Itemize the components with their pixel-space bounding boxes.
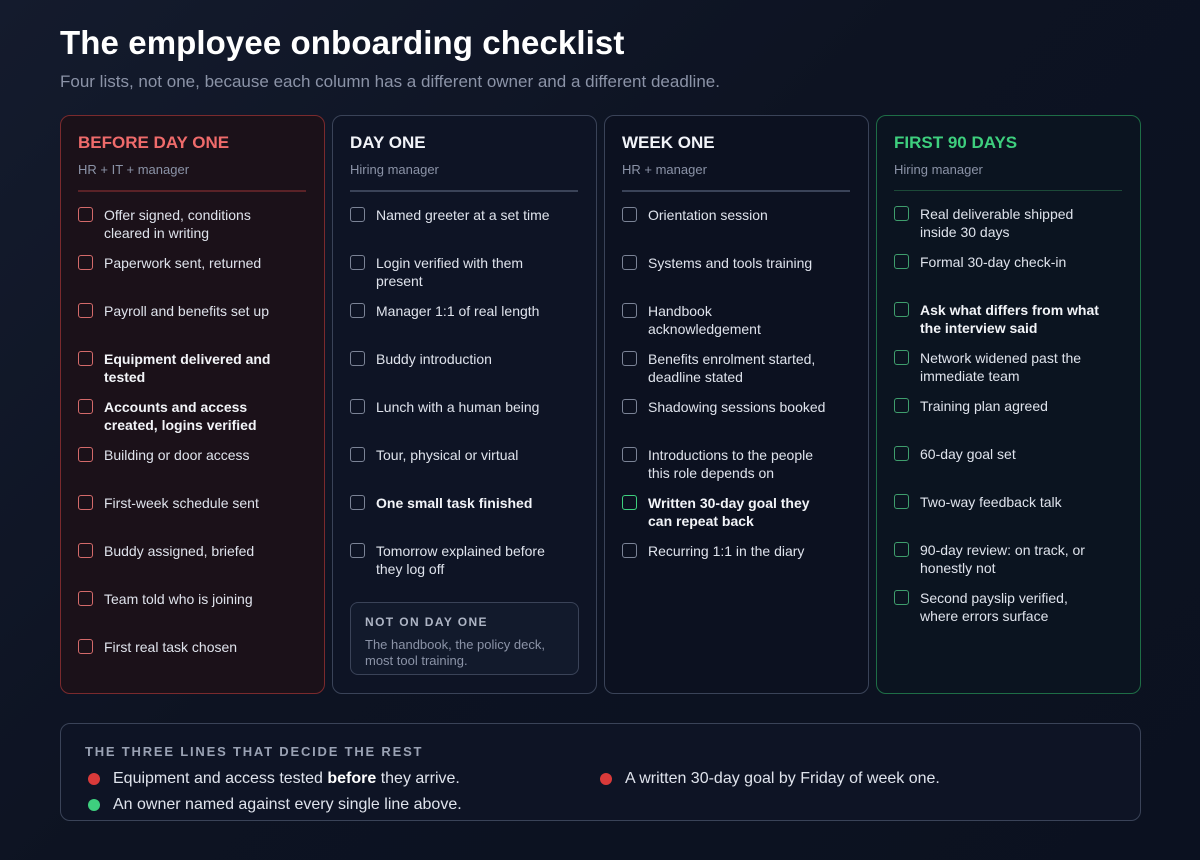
- checkbox[interactable]: [894, 254, 909, 269]
- checkbox[interactable]: [894, 206, 909, 221]
- checklist-item-label: Building or door access: [104, 447, 250, 463]
- checklist-item-label: Payroll and benefits set up: [104, 303, 269, 319]
- checklist-item[interactable]: [894, 541, 1122, 589]
- checklist-item-label: Introductions to the people this role depends on: [648, 447, 814, 481]
- checkbox[interactable]: [894, 542, 909, 557]
- checkbox[interactable]: [78, 639, 93, 654]
- status-dot-icon: [88, 799, 100, 811]
- checklist-item-label: Paperwork sent, returned: [104, 255, 262, 271]
- column-owner: Hiring manager: [894, 162, 983, 177]
- column-title: BEFORE DAY ONE: [78, 133, 230, 152]
- checkbox[interactable]: [622, 207, 637, 222]
- checklist-item[interactable]: [78, 446, 306, 494]
- checklist-item-label: Two-way feedback talk: [920, 494, 1062, 510]
- checklist-item[interactable]: [350, 542, 578, 590]
- checklist-item[interactable]: [350, 254, 578, 302]
- checklist-item-label: Formal 30-day check-in: [920, 254, 1067, 270]
- checklist-item[interactable]: [894, 493, 1122, 541]
- checklist-item[interactable]: [78, 542, 306, 590]
- checkbox[interactable]: [78, 303, 93, 318]
- page-title: The employee onboarding checklist: [60, 24, 625, 61]
- checkbox[interactable]: [622, 255, 637, 270]
- checkbox[interactable]: [622, 495, 637, 510]
- checklist-item-label: Real deliverable shipped inside 30 days: [920, 206, 1074, 240]
- page-subtitle: Four lists, not one, because each column has a different owner and a different deadline.: [60, 72, 720, 91]
- summary-line-text: A written 30-day goal by Friday of week one.: [625, 770, 940, 787]
- checkbox[interactable]: [78, 399, 93, 414]
- status-dot-icon: [600, 773, 612, 785]
- checklist-item-label: Tomorrow explained before they log off: [376, 543, 545, 577]
- checkbox[interactable]: [894, 350, 909, 365]
- checklist-item-label: 90-day review: on track, or honestly not: [920, 542, 1085, 576]
- checkbox[interactable]: [622, 543, 637, 558]
- checklist-item[interactable]: [622, 350, 850, 398]
- checklist-item-label: Shadowing sessions booked: [648, 399, 826, 415]
- checkbox[interactable]: [78, 447, 93, 462]
- checklist-item[interactable]: [894, 205, 1122, 253]
- checkbox[interactable]: [350, 447, 365, 462]
- checklist-item[interactable]: [894, 253, 1122, 301]
- checklist-item-label: Written 30-day goal they can repeat back: [648, 495, 810, 529]
- note-body: The handbook, the policy deck, most tool training.: [365, 637, 545, 668]
- checkbox[interactable]: [350, 543, 365, 558]
- checklist-item-label: Systems and tools training: [648, 255, 813, 271]
- checkbox[interactable]: [350, 495, 365, 510]
- checklist-item-label: First-week schedule sent: [104, 495, 259, 511]
- checklist-item[interactable]: [350, 302, 578, 350]
- column-owner: HR + IT + manager: [78, 162, 190, 177]
- column-title: DAY ONE: [350, 133, 426, 152]
- not-on-day-one-note: [350, 602, 579, 675]
- checklist-item-label: Accounts and access created, logins verified: [104, 399, 257, 433]
- column-first-90-days: [876, 115, 1141, 694]
- checklist-item[interactable]: [894, 589, 1122, 637]
- checklist-item-label: Offer signed, conditions cleared in writing: [104, 207, 251, 241]
- checkbox[interactable]: [78, 255, 93, 270]
- checklist-item[interactable]: [894, 349, 1122, 397]
- checkbox[interactable]: [350, 399, 365, 414]
- checklist-item[interactable]: [622, 302, 850, 350]
- summary-line: [88, 770, 460, 788]
- checklist-item[interactable]: [78, 206, 306, 254]
- checkbox[interactable]: [78, 351, 93, 366]
- checkbox[interactable]: [78, 543, 93, 558]
- checklist-item[interactable]: [622, 542, 850, 590]
- checklist-item-label: Tour, physical or virtual: [376, 447, 519, 463]
- checklist-item-label: Manager 1:1 of real length: [376, 303, 540, 319]
- summary-title: THE THREE LINES THAT DECIDE THE REST: [85, 744, 424, 759]
- column-divider: [622, 190, 850, 192]
- checklist-item-label: Orientation session: [648, 207, 768, 223]
- checklist: [78, 206, 306, 686]
- checklist-item-label: Team told who is joining: [104, 591, 253, 607]
- checkbox[interactable]: [622, 447, 637, 462]
- column-divider: [894, 190, 1122, 191]
- column-divider: [78, 190, 306, 192]
- checklist-item[interactable]: [622, 494, 850, 542]
- checklist-item-label: Login verified with them present: [376, 255, 524, 289]
- checklist-item-label: Equipment delivered and tested: [104, 351, 271, 385]
- checkbox[interactable]: [350, 303, 365, 318]
- checklist-item[interactable]: [78, 302, 306, 350]
- column-divider: [350, 190, 578, 192]
- checklist-item[interactable]: [78, 590, 306, 638]
- checklist-item[interactable]: [622, 254, 850, 302]
- summary-panel: [60, 723, 1141, 821]
- column-owner: HR + manager: [622, 162, 707, 177]
- column-title: FIRST 90 DAYS: [894, 133, 1018, 152]
- summary-line: [600, 770, 940, 788]
- checklist-item[interactable]: [78, 350, 306, 398]
- column-before-day-one: [60, 115, 325, 694]
- column-week-one: [604, 115, 869, 694]
- checklist-item[interactable]: [350, 350, 578, 398]
- checklist-item[interactable]: [894, 445, 1122, 493]
- checklist-item[interactable]: [622, 398, 850, 446]
- checklist-item[interactable]: [894, 301, 1122, 349]
- checkbox[interactable]: [78, 591, 93, 606]
- checkbox[interactable]: [78, 495, 93, 510]
- checkbox[interactable]: [350, 255, 365, 270]
- checklist-item-label: Buddy introduction: [376, 351, 492, 367]
- checklist-item-label: First real task chosen: [104, 639, 238, 655]
- checklist-item-label: Recurring 1:1 in the diary: [648, 543, 805, 559]
- column-day-one: [332, 115, 597, 694]
- checkbox[interactable]: [894, 302, 909, 317]
- checkbox[interactable]: [78, 207, 93, 222]
- checklist-item-label: Training plan agreed: [920, 398, 1048, 414]
- checkbox[interactable]: [894, 446, 909, 461]
- checklist-item-label: Network widened past the immediate team: [920, 350, 1082, 384]
- checkbox[interactable]: [894, 590, 909, 605]
- note-title: NOT ON DAY ONE: [365, 615, 488, 629]
- checklist-item[interactable]: [350, 206, 578, 254]
- checkbox[interactable]: [894, 494, 909, 509]
- checklist-item-label: One small task finished: [376, 495, 533, 511]
- checklist-item-label: Lunch with a human being: [376, 399, 540, 415]
- checkbox[interactable]: [894, 398, 909, 413]
- checklist-item-label: Benefits enrolment started, deadline stated: [648, 351, 816, 385]
- checklist: [622, 206, 850, 590]
- checklist-item[interactable]: [78, 254, 306, 302]
- checklist-item-label: Second payslip verified, where errors surface: [920, 590, 1068, 624]
- checklist: [894, 205, 1122, 637]
- checklist-item-label: Named greeter at a set time: [376, 207, 550, 223]
- checklist-item[interactable]: [622, 206, 850, 254]
- checklist-item[interactable]: [894, 397, 1122, 445]
- checkbox[interactable]: [622, 351, 637, 366]
- summary-line: [88, 796, 462, 814]
- checklist-item-label: 60-day goal set: [920, 446, 1016, 462]
- checklist-item[interactable]: [622, 446, 850, 494]
- summary-line-text: Equipment and access tested before they arrive.: [113, 770, 460, 787]
- checklist-item[interactable]: [350, 398, 578, 446]
- checkbox[interactable]: [622, 303, 637, 318]
- checklist: [350, 206, 578, 590]
- checkbox[interactable]: [350, 351, 365, 366]
- checklist-item[interactable]: [78, 398, 306, 446]
- column-owner: Hiring manager: [350, 162, 439, 177]
- status-dot-icon: [88, 773, 100, 785]
- checklist-item[interactable]: [78, 638, 306, 686]
- checklist-item[interactable]: [350, 446, 578, 494]
- checkbox[interactable]: [350, 207, 365, 222]
- checklist-item-label: Handbook acknowledgement: [648, 303, 761, 337]
- checklist-item[interactable]: [78, 494, 306, 542]
- checklist-item-label: Ask what differs from what the interview said: [920, 302, 1099, 336]
- column-title: WEEK ONE: [622, 133, 715, 152]
- checkbox[interactable]: [622, 399, 637, 414]
- checklist-item[interactable]: [350, 494, 578, 542]
- checklist-item-label: Buddy assigned, briefed: [104, 543, 255, 559]
- summary-line-text: An owner named against every single line above.: [113, 796, 462, 813]
